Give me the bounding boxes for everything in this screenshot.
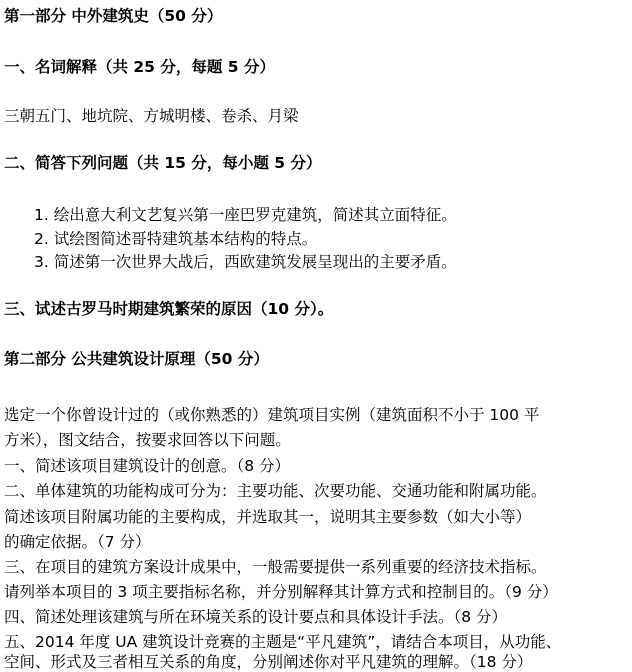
section1-title: 一、名词解释（共 25 分，每题 5 分） (4, 58, 275, 76)
part2-question-1: 一、简述该项目建筑设计的创意。（8 分） (4, 457, 291, 475)
section2-item-3: 3. 简述第一次世界大战后，西欧建筑发展呈现出的主要矛盾。 (34, 253, 457, 271)
part2-line: 选定一个你曾设计过的（或你熟悉的）建筑项目实例（建筑面积不小于 100 平 (4, 406, 540, 424)
part2-line: 方米），图文结合，按要求回答以下问题。 (4, 431, 291, 449)
part2-line: 空间、形式及三者相互关系的角度，分别阐述你对平凡建筑的理解。（18 分） (4, 653, 533, 671)
part2-line: 简述该项目附属功能的主要构成，并选取其一，说明其主要参数（如大小等） (4, 508, 532, 526)
part2-question-3: 三、在项目的建筑方案设计成果中，一般需要提供一系列重要的经济技术指标。 (4, 558, 547, 576)
section3-title: 三、试述古罗马时期建筑繁荣的原因（10 分）。 (4, 300, 334, 318)
section2-item-1: 1. 绘出意大利文艺复兴第一座巴罗克建筑，简述其立面特征。 (34, 206, 457, 224)
section2-item-2: 2. 试绘图简述哥特建筑基本结构的特点。 (34, 230, 318, 248)
part2-question-2: 二、单体建筑的功能构成可分为：主要功能、次要功能、交通功能和附属功能。 (4, 482, 547, 500)
section1-terms: 三朝五门、地坑院、方城明楼、卷杀、月梁 (4, 107, 299, 125)
part1-title: 第一部分 中外建筑史（50 分） (4, 7, 223, 25)
part2-question-5: 五、2014 年度 UA 建筑设计竞赛的主题是“平凡建筑”，请结合本项目，从功能、 (4, 633, 562, 651)
part2-question-4: 四、简述处理该建筑与所在环境关系的设计要点和具体设计手法。（8 分） (4, 608, 508, 626)
part2-line: 请列举本项目的 3 项主要指标名称，并分别解释其计算方式和控制目的。（9 分） (4, 583, 558, 601)
section2-title: 二、简答下列问题（共 15 分，每小题 5 分） (4, 154, 322, 172)
part2-line: 的确定依据。（7 分） (4, 533, 151, 551)
part2-title: 第二部分 公共建筑设计原理（50 分） (4, 350, 269, 368)
